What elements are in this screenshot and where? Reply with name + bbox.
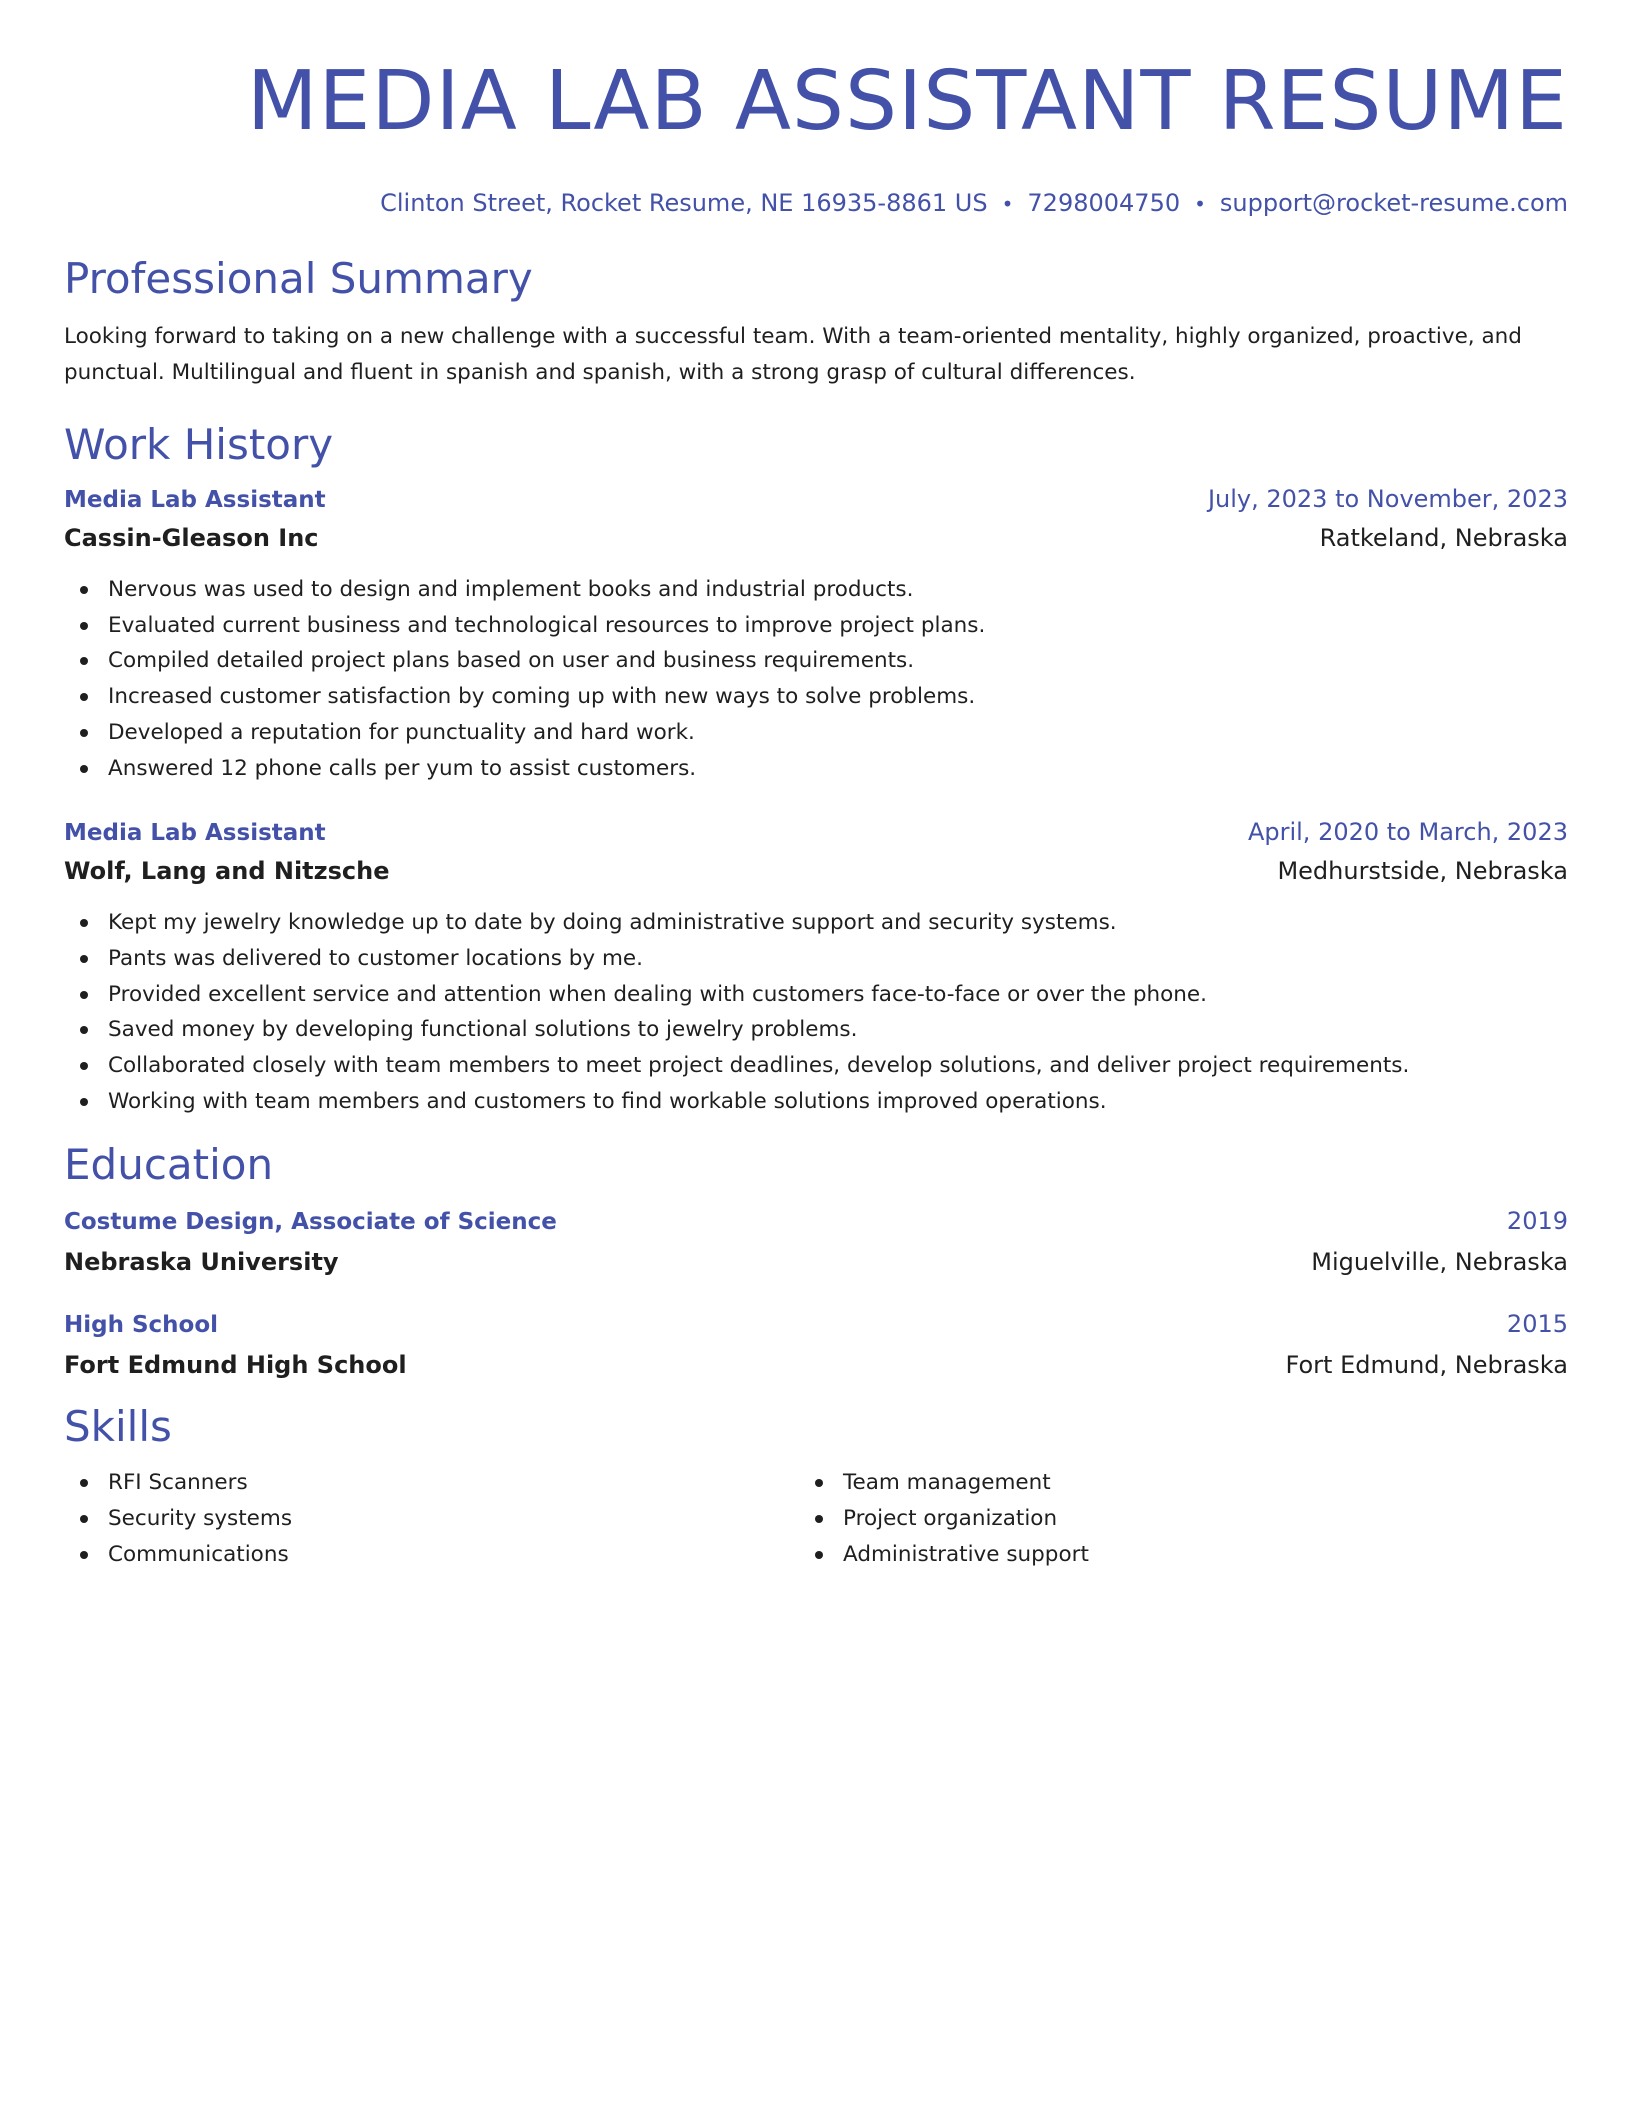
bullet-icon [80,693,88,701]
job-header-row [64,816,1568,849]
skills-column-left [64,1465,799,1572]
skill-item [799,1537,1534,1573]
skill-item [799,1465,1534,1501]
job-role: Media Lab Assistant [64,820,326,847]
bullet-icon [80,1515,88,1523]
education-year: 2019 [1506,1207,1568,1236]
skill-item [64,1501,799,1537]
bullet-text: Kept my jewelry knowledge up to date by doing administrative support and security systems. [108,910,1117,936]
skill-text: Project organization [843,1506,1058,1532]
section-title-summary: Professional Summary [64,254,533,303]
bullet-item [64,1012,1568,1048]
bullet-icon [80,765,88,773]
job-bullets [64,905,1568,1119]
bullet-icon [80,729,88,737]
bullet-text: Evaluated current business and technological resources to improve project plans. [108,612,986,638]
job-role: Media Lab Assistant [64,487,326,513]
bullet-item [64,608,1568,644]
skill-item [64,1537,799,1573]
bullet-item [64,905,1568,941]
skills-list [799,1465,1534,1572]
bullet-icon [80,657,88,665]
bullet-item [64,1084,1568,1120]
education-degree: Costume Design, Associate of Science [64,1209,557,1236]
bullet-text: Developed a reputation for punctuality and hard work. [108,719,695,745]
bullet-text: Provided excellent service and attention when dealing with customers face-to-face or over the phone. [108,981,1207,1007]
section-title-work-history: Work History [64,420,334,469]
bullet-icon [815,1551,823,1559]
bullet-icon [80,622,88,630]
skill-text: RFI Scanners [108,1470,248,1496]
education-entry [64,1308,1568,1381]
education-school: Nebraska University [64,1248,339,1277]
job-company-row [64,522,1568,554]
skills-column-right [799,1465,1534,1572]
job-header-row [64,483,1568,516]
skill-text: Administrative support [843,1541,1089,1567]
section-title-skills: Skills [64,1402,172,1452]
job-dates: April, 2020 to March, 2023 [1247,818,1568,847]
job-location: Medhurstside, Nebraska [1277,857,1568,886]
bullet-icon [80,1479,88,1487]
bullet-text: Answered 12 phone calls per yum to assist customers. [108,755,697,781]
bullet-icon [815,1515,823,1523]
bullet-item [64,941,1568,977]
bullet-icon [80,586,88,594]
skills-grid [64,1465,1568,1572]
bullet-text: Pants was delivered to customer locations by me. [108,945,643,971]
bullet-icon [80,955,88,963]
education-header-row [64,1205,1568,1238]
skill-text: Team management [843,1470,1051,1496]
job-location: Ratkeland, Nebraska [1319,524,1568,552]
section-title-education: Education [64,1140,274,1190]
job-entry [64,816,1568,1119]
education-degree: High School [64,1312,219,1339]
bullet-icon [80,1098,88,1106]
job-bullets [64,572,1568,786]
bullet-icon [80,1062,88,1070]
skill-item [799,1501,1534,1537]
education-school-row [64,1246,1568,1278]
job-company-row [64,855,1568,887]
bullet-item [64,679,1568,715]
resume-title: MEDIA LAB ASSISTANT RESUME [246,54,1568,149]
job-company: Cassin-Gleason Inc [64,524,319,552]
skills-list [64,1465,799,1572]
bullet-icon [80,1551,88,1559]
skill-item [64,1465,799,1501]
bullet-icon [80,919,88,927]
bullet-text: Collaborated closely with team members to meet project deadlines, develop solutions, and deliver project requirements. [108,1053,1410,1079]
contact-address: Clinton Street, Rocket Resume, NE 16935-8861 US [380,189,988,217]
bullet-item [64,643,1568,679]
bullet-text: Working with team members and customers to find workable solutions improved operations. [108,1088,1107,1114]
bullet-item [64,715,1568,751]
education-location: Fort Edmund, Nebraska [1285,1351,1568,1380]
bullet-icon [80,991,88,999]
bullet-item [64,572,1568,608]
contact-phone: 7298004750 [1027,189,1181,217]
job-dates: July, 2023 to November, 2023 [1207,485,1568,513]
contact-separator: • [1194,192,1206,216]
bullet-item [64,977,1568,1013]
job-company: Wolf, Lang and Nitzsche [64,857,390,886]
job-entry [64,483,1568,786]
bullet-item [64,1048,1568,1084]
education-header-row [64,1308,1568,1341]
education-year: 2015 [1506,1310,1568,1339]
skill-text: Security systems [108,1506,293,1532]
education-school: Fort Edmund High School [64,1351,407,1380]
bullet-text: Nervous was used to design and implement books and industrial products. [108,577,914,602]
bullet-text: Saved money by developing functional solutions to jewelry problems. [108,1017,858,1043]
skill-text: Communications [108,1541,289,1567]
bullet-text: Compiled detailed project plans based on user and business requirements. [108,648,915,674]
education-school-row [64,1349,1568,1381]
bullet-text: Increased customer satisfaction by coming up with new ways to solve problems. [108,684,976,710]
contact-line [64,188,1568,219]
contact-separator: • [1001,192,1014,216]
summary-text: Looking forward to taking on a new challenge with a successful team. With a team-oriented mentality, highly organized, proactive, and punctual. Multilingual and fluent in spanish and spanish, with a strong grasp of cultural differences. [64,324,1522,385]
contact-email[interactable]: support@rocket-resume.com [1219,189,1568,217]
bullet-icon [815,1479,823,1487]
resume-header [64,0,1568,219]
education-entry [64,1205,1568,1278]
bullet-icon [80,1026,88,1034]
bullet-item [64,751,1568,787]
education-location: Miguelville, Nebraska [1311,1248,1568,1277]
